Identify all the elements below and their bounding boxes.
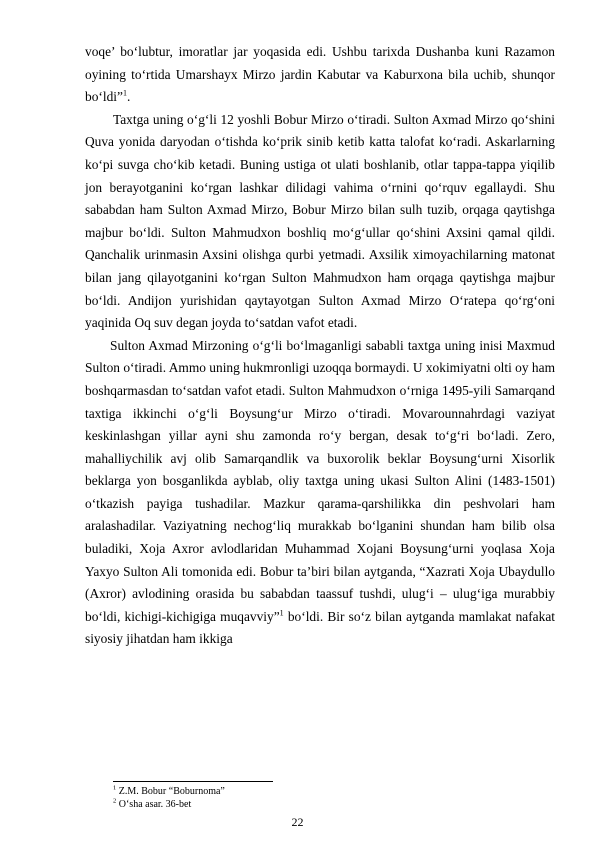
footnote-1-number: 1: [113, 784, 117, 792]
footnote-2-text: O‘sha asar. 36-bet: [118, 799, 192, 810]
footnote-2: [113, 798, 273, 811]
footnotes: [113, 781, 273, 811]
footnote-1-text: Z.M. Bobur “Boburnoma”: [118, 786, 225, 797]
body-text: [85, 41, 555, 651]
paragraph-3-tail: bo‘ldi. Bir so‘z bilan aytganda mamlakat nafakat siyosiy jihatdan ham ikkiga: [85, 608, 555, 647]
footnote-ref-2[interactable]: 1: [279, 608, 284, 618]
paragraph-1-tail: .: [126, 89, 131, 105]
paragraph-3: [85, 335, 555, 651]
paragraph-2-text: Taxtga uning o‘g‘li 12 yoshli Bobur Mirzo o‘tiradi. Sulton Axmad Mirzo qo‘shini Quva yonida daryodan o‘tishda ko‘prik sinib ketib katta talofat ko‘radi. Askarlarning ko‘pi suvga cho‘kib ketadi. Buning ustiga ot ulati boshlanib, otlar tappa-tappa yiqilib jon berayotganini ko‘rgan lashkar dilidagi vahima o‘rnini qo‘rquv egallaydi. Shu sababdan ham Sulton Axmad Mirzo, Bobur Mirzo bilan sulh tuzib, orqaga qaytishga majbur bo‘ldi. Sulton Mahmudxon boshliq mo‘g‘ullar qo‘shini Axsini qamal qildi. Qanchalik urinmasin Axsini olishga qurbi yetmadi. Axsilik ximoyachilarning matonat bilan jang qilayotganini ko‘rgan Sulton Mahmudxon ham orqaga qaytishga majbur bo‘ldi. Andijon yurishidan qaytayotgan Sulton Axmad Mirzo O‘ratepa qo‘rg‘oni yaqinida Oq suv degan joyda to‘satdan vafot etadi.: [85, 111, 555, 331]
footnote-1: [113, 785, 273, 798]
page-number: 22: [291, 815, 304, 829]
paragraph-1: [85, 41, 555, 109]
paragraph-2: [85, 109, 555, 335]
paragraph-3-text: Sulton Axmad Mirzoning o‘g‘li bo‘lmaganligi sababli taxtga uning inisi Maxmud Sulton o‘tiradi. Ammo uning hukmronligi uzoqqa bormaydi. U xokimiyatni olti oy ham boshqarmasdan to‘satdan vafot etadi. Sulton Mahmudxon o‘rniga 1495-yili Samarqand taxtiga ikkinchi o‘g‘li Boysung‘ur Mirzo o‘tiradi. Movarounnahrdagi vaziyat keskinlashgan yillar ayni shu zamonda ro‘y bergan, desak to‘g‘ri bo‘ladi. Zero, mahalliychilik avj olib Samarqandlik va buxorolik beklar Boysung‘urni Xisorlik beklarga yon bosganlikda ayblab, oliy taxtga uning ukasi Sulton Alini (1483-1501) o‘tkazish payiga tushadilar. Mazkur qarama-qarshilikka din peshvolari ham aralashadilar. Vaziyatning nechog‘liq murakkab bo‘lganini shundan ham bilib olsa buladiki, Xoja Axror avlodlaridan Muhammad Xojani Boysung‘urni yoqlasa Xoja Yaxyo Sulton Ali tomonida edi. Bobur ta’biri bilan aytganda, “Xazrati Xoja Ubaydullo (Axror) avlodining orasida bu sababdan taassuf tushdi, ulug‘i – ulug‘iga murabbiy bo‘ldi, kichigi-kichigiga muqavviy”: [85, 337, 555, 624]
footnote-ref-1[interactable]: 1: [122, 88, 127, 98]
paragraph-1-text: voqe’ bo‘lubtur, imoratlar jar yoqasida edi. Ushbu tarixda Dushanba kuni Razamon oyining to‘rtida Umarshayx Mirzo jardin Kabutar va Kaburxona bila uchib, shunqor bo‘ldi”: [85, 44, 555, 105]
footnote-2-number: 2: [113, 797, 117, 805]
